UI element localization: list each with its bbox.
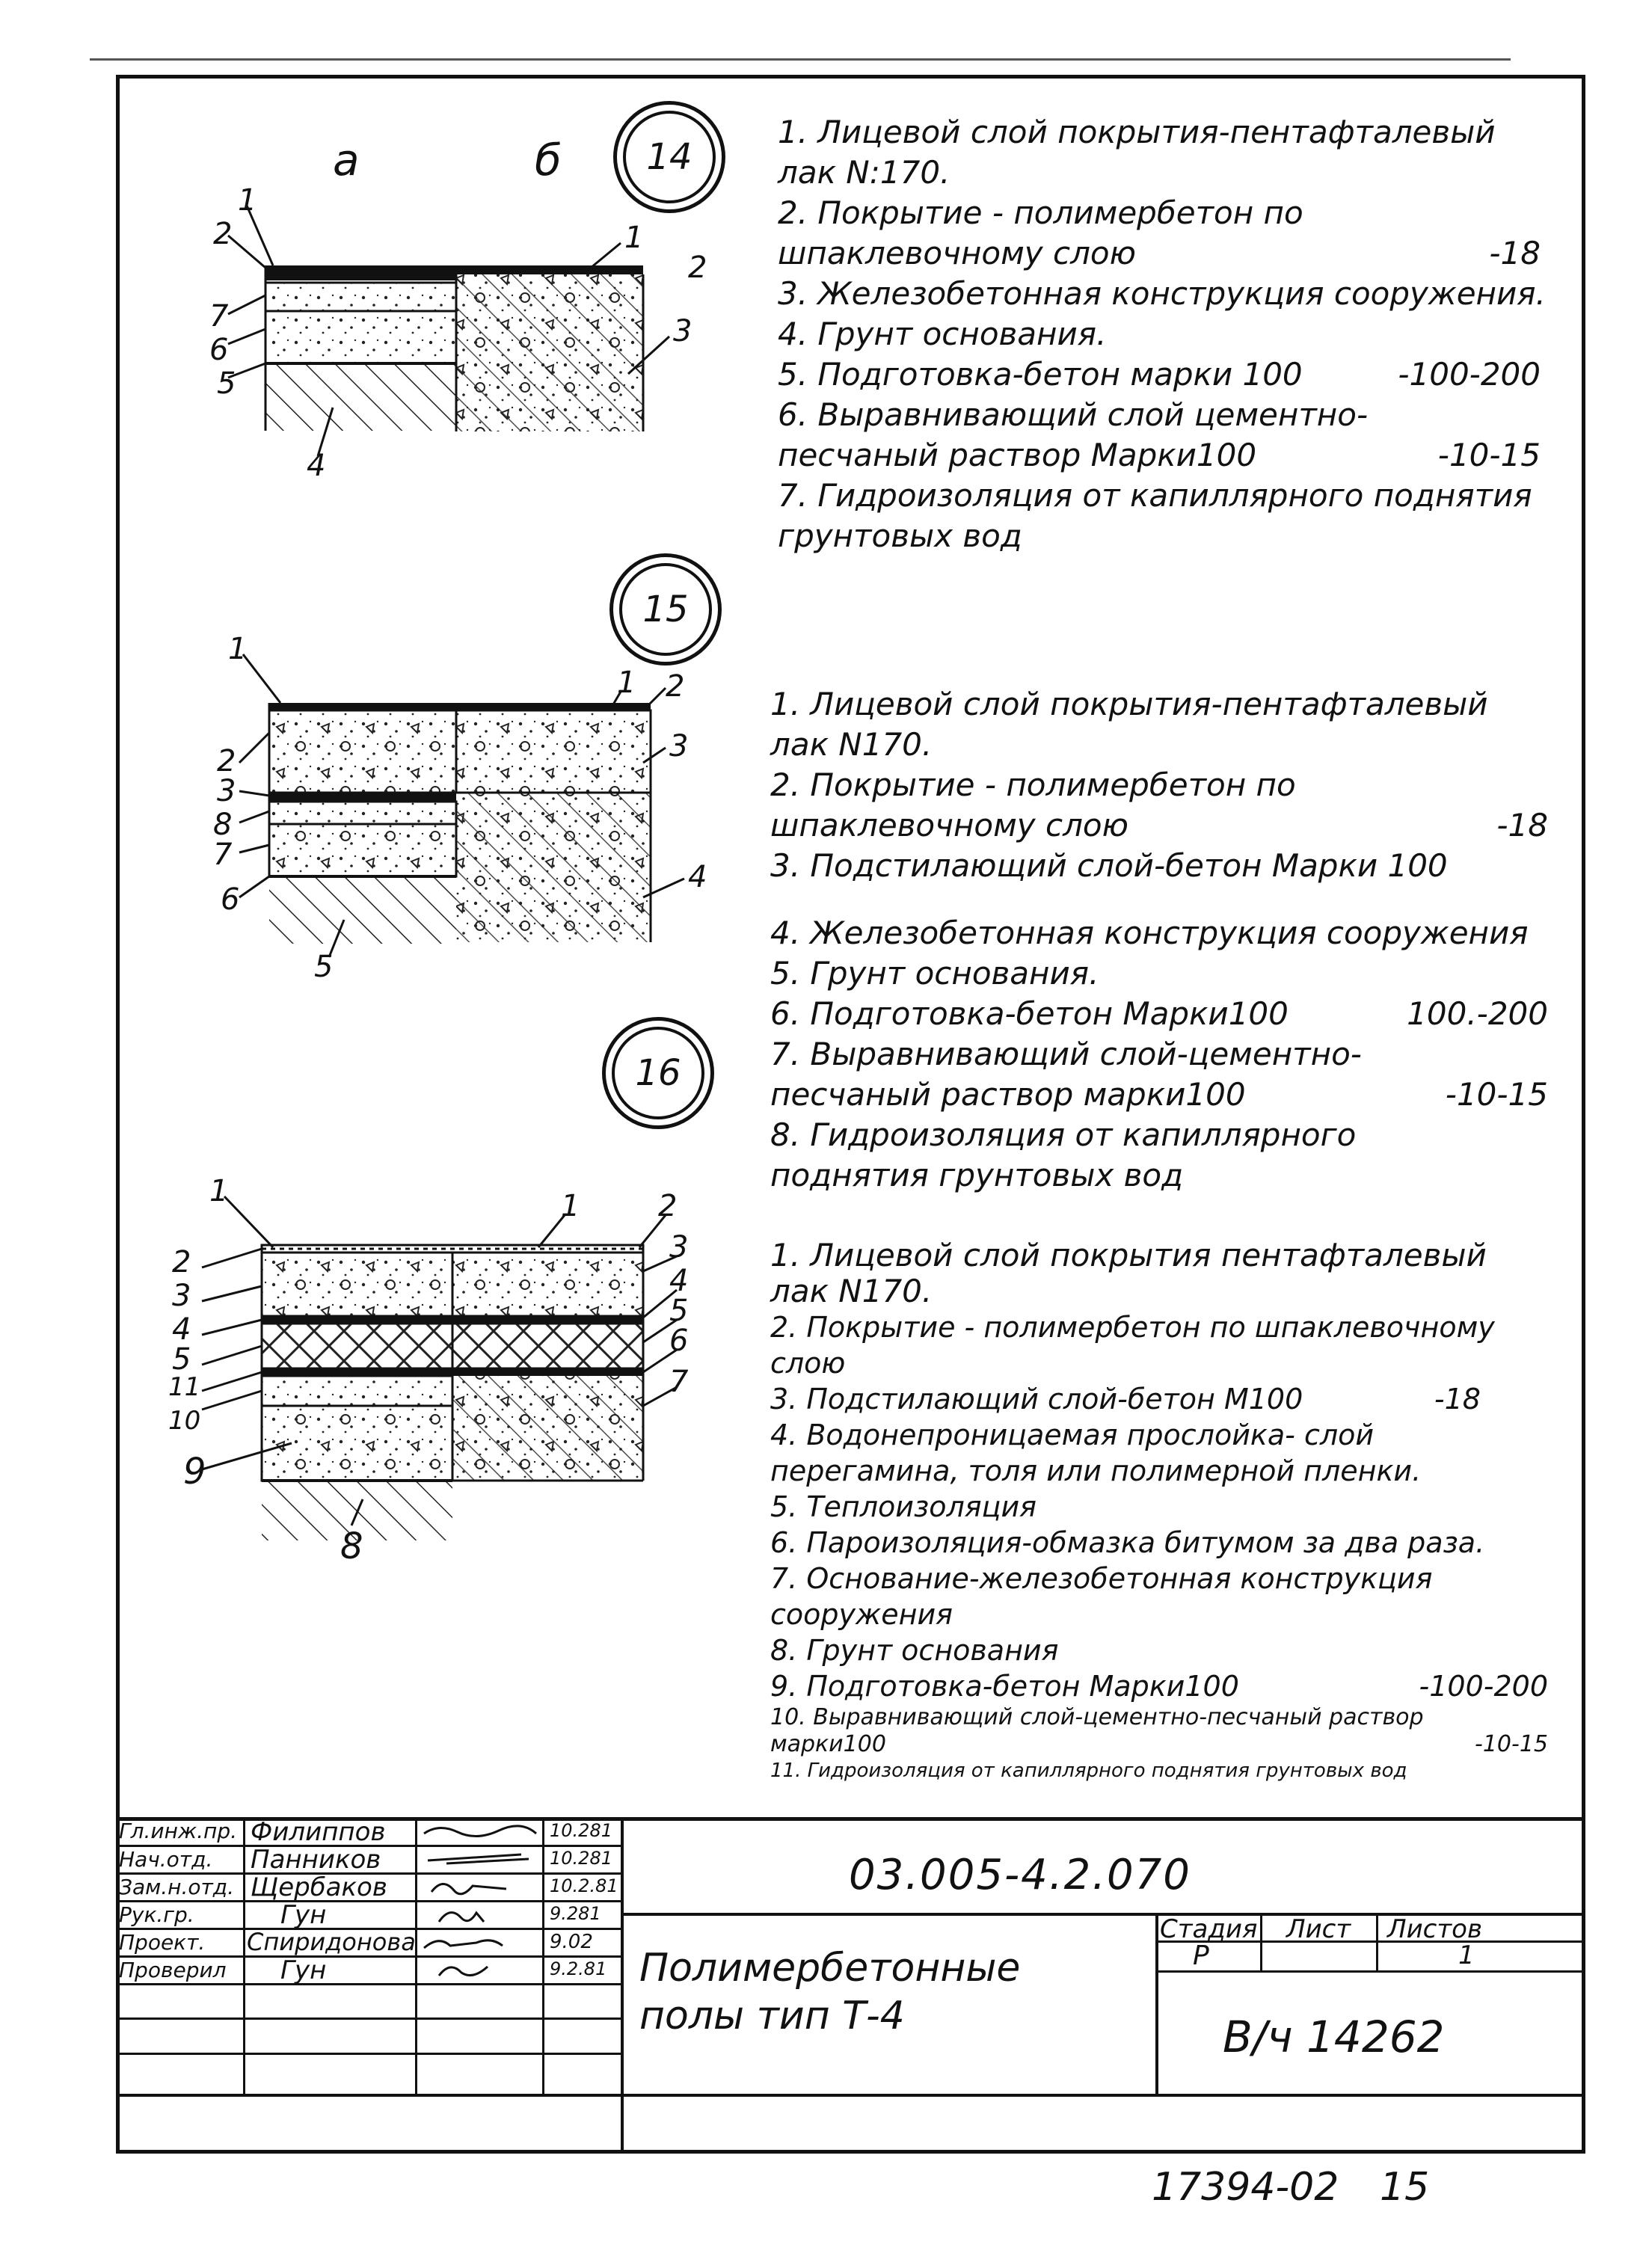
callout-left-7: 7 <box>209 299 229 334</box>
sig-name: Панников <box>251 1845 381 1875</box>
legend-text: 7. Выравнивающий слой-цементно-песчаный раствор марки100 <box>770 1036 1362 1113</box>
sig-date: 10.281 <box>550 1848 612 1869</box>
legend-item <box>770 1381 1548 1417</box>
callout-right-6: 6 <box>669 1324 689 1358</box>
callout-right-1: 1 <box>617 666 636 700</box>
sig-role: Зам.н.отд. <box>119 1875 235 1899</box>
legend-value: 100.-200 <box>1407 995 1548 1032</box>
legend-item <box>770 1238 1548 1309</box>
callout-left-6: 6 <box>209 333 229 367</box>
section-number: 16 <box>635 1052 681 1094</box>
callout-right-4: 4 <box>669 1264 689 1298</box>
callout-left-5: 5 <box>172 1342 191 1377</box>
sig-name: Щербаков <box>251 1872 387 1902</box>
callout-left-1: 1 <box>238 183 257 218</box>
sig-date: 9.281 <box>550 1903 601 1924</box>
callout-right-2: 2 <box>658 1189 678 1223</box>
callout-right-1: 1 <box>624 221 644 255</box>
rule <box>1260 1913 1262 1973</box>
sig-date: 10.281 <box>550 1820 612 1841</box>
callout-left-8: 8 <box>340 1525 363 1567</box>
legend-text: 6. Подготовка-бетон Марки100 <box>770 995 1289 1032</box>
sig-role: Рук.гр. <box>119 1902 194 1927</box>
legend-value: -10-15 <box>1475 1731 1548 1757</box>
sheet-header: Лист <box>1286 1914 1351 1944</box>
legend-text: 1. Лицевой слой покрытия пентафталевый лак N170. <box>770 1237 1487 1309</box>
legend-text: 8. Грунт основания <box>770 1634 1059 1667</box>
callout-right-5: 5 <box>669 1294 689 1328</box>
legend-text: 2. Покрытие - полимербетон по шпаклевочному слою <box>778 194 1303 271</box>
callout-left-5: 5 <box>314 950 334 984</box>
legend-text: 6. Пароизоляция-обмазка битумом за два раза. <box>770 1526 1485 1559</box>
sheets-header: Листов <box>1387 1914 1483 1944</box>
legend-item <box>770 1632 1548 1668</box>
legend-item <box>770 1417 1548 1489</box>
callout-left-5: 5 <box>217 366 236 401</box>
sig-date: 10.2.81 <box>550 1875 618 1896</box>
section-number: 15 <box>642 588 689 630</box>
legend-text: 5. Подготовка-бетон марки 100 <box>778 356 1303 393</box>
sig-name: Гун <box>280 1955 327 1985</box>
legend-text: 4. Грунт основания. <box>778 316 1107 352</box>
legend-text: 7. Гидроизоляция от капиллярного поднятия грунтовых вод <box>778 477 1532 554</box>
sig-role: Проверил <box>119 1958 227 1982</box>
callout-left-2: 2 <box>213 217 233 251</box>
sig-date: 9.02 <box>550 1931 593 1953</box>
callout-left-4: 4 <box>307 449 326 483</box>
callout-left-9: 9 <box>183 1451 206 1493</box>
rule <box>116 2094 1585 2097</box>
callout-right-2: 2 <box>666 669 685 704</box>
sig-date: 9.2.81 <box>550 1958 607 1979</box>
callout-right-4: 4 <box>688 860 707 894</box>
drawing-title-text: Полимербетонные полы тип Т-4 <box>639 1946 1021 2038</box>
callout-left-6: 6 <box>221 882 240 917</box>
legend-list <box>770 1238 1548 1783</box>
legend-text: 1. Лицевой слой покрытия-пентафталевый лак N170. <box>770 686 1488 763</box>
legend-text: 8. Гидроизоляция от капиллярного поднятия грунтовых вод <box>770 1116 1357 1193</box>
callout-left-3: 3 <box>217 774 236 808</box>
callout-left-1: 1 <box>209 1174 229 1208</box>
legend-item <box>770 1489 1548 1525</box>
callout-right-1: 1 <box>561 1189 580 1223</box>
legend-value: -10-15 <box>1445 1076 1548 1113</box>
column-label-b: б <box>535 135 562 185</box>
callout-left-2: 2 <box>217 744 236 778</box>
title-block <box>116 1817 1585 2154</box>
rule <box>116 2017 621 2020</box>
legend-text: 5. Теплоизоляция <box>770 1490 1037 1523</box>
legend-text: 9. Подготовка-бетон Марки100 <box>770 1670 1239 1703</box>
legend-text: 5. Грунт основания. <box>770 955 1099 992</box>
sheets-value: 1 <box>1458 1940 1475 1970</box>
rule <box>1155 1970 1585 1973</box>
callout-right-3: 3 <box>673 314 692 348</box>
organization: В/ч 14262 <box>1223 2012 1445 2062</box>
callout-right-2: 2 <box>688 251 707 285</box>
callout-left-11: 11 <box>168 1372 201 1402</box>
stage-value: Р <box>1193 1940 1209 1971</box>
callout-left-1: 1 <box>228 632 248 666</box>
stage-header: Стадия <box>1160 1914 1258 1944</box>
legend-text: 10. Выравнивающий слой-цементно-песчаный раствор марки100 <box>770 1704 1424 1757</box>
legend-text: 3. Железобетонная конструкция сооружения. <box>778 275 1546 312</box>
section-number-badge <box>613 101 725 213</box>
callout-right-3: 3 <box>669 1230 689 1264</box>
legend-text: 1. Лицевой слой покрытия-пентафталевый лак N:170. <box>778 114 1496 191</box>
section-number-badge <box>609 553 722 666</box>
legend-text: 3. Подстилающий слой-бетон М100 <box>770 1383 1303 1416</box>
callout-left-4: 4 <box>172 1312 191 1347</box>
legend-value: -18 <box>1489 235 1541 271</box>
drawing-title <box>639 1944 1088 2040</box>
column-label-a: а <box>333 135 360 185</box>
rule <box>116 1983 621 1985</box>
sig-role: Проект. <box>119 1930 206 1955</box>
sig-name: Филиппов <box>251 1817 386 1847</box>
callout-left-8: 8 <box>213 808 233 842</box>
callout-left-7: 7 <box>213 838 233 872</box>
legend-text: 4. Водонепроницаемая прослойка- слой перегамина, толя или полимерной пленки. <box>770 1419 1422 1487</box>
legend-text: 2. Покрытие - полимербетон по шпаклевочному слою <box>770 1311 1495 1380</box>
callout-left-10: 10 <box>168 1406 201 1436</box>
sig-role: Гл.инж.пр. <box>119 1819 238 1843</box>
section-number-badge <box>602 1017 714 1129</box>
legend-item <box>770 1758 1548 1783</box>
legend-item <box>770 1704 1548 1758</box>
rule <box>621 1817 624 2154</box>
archive-number: 17394-02 <box>1152 2165 1339 2210</box>
legend-value: -10-15 <box>1437 437 1541 473</box>
legend-text: 11. Гидроизоляция от капиллярного поднятия грунтовых вод <box>770 1760 1407 1782</box>
callout-right-7: 7 <box>669 1365 689 1399</box>
legend-item <box>770 1525 1548 1561</box>
section-number: 14 <box>646 136 692 178</box>
legend-item <box>770 1309 1548 1381</box>
legend-text: 4. Железобетонная конструкция сооружения <box>770 915 1529 951</box>
rule <box>116 2053 621 2055</box>
sig-name: Спиридонова <box>247 1928 416 1956</box>
callout-right-3: 3 <box>669 729 689 763</box>
legend-text: 7. Основание-железобетонная конструкция сооружения <box>770 1562 1433 1631</box>
legend-value: -100-200 <box>1398 356 1541 393</box>
legend-text: 6. Выравнивающий слой цементно-песчаный раствор Марки100 <box>778 396 1369 473</box>
legend-value: -100-200 <box>1419 1670 1548 1703</box>
doc-code: 03.005-4.2.070 <box>849 1851 1191 1899</box>
legend-text: 3. Подстилающий слой-бетон Марки 100 <box>770 847 1448 884</box>
legend-text: 2. Покрытие - полимербетон по шпаклевочному слою <box>770 766 1296 843</box>
callout-left-3: 3 <box>172 1279 191 1313</box>
legend-item <box>770 1668 1548 1704</box>
callout-left-2: 2 <box>172 1245 191 1279</box>
page-number: 15 <box>1380 2165 1430 2210</box>
legend-item <box>770 1561 1548 1632</box>
sig-name: Гун <box>280 1900 327 1930</box>
legend-value: -18 <box>1496 807 1548 843</box>
signatures-scribbles <box>417 1817 544 1989</box>
legend-value: -18 <box>1434 1383 1481 1416</box>
sig-role: Нач.отд. <box>119 1847 213 1872</box>
rule <box>1376 1913 1378 1973</box>
